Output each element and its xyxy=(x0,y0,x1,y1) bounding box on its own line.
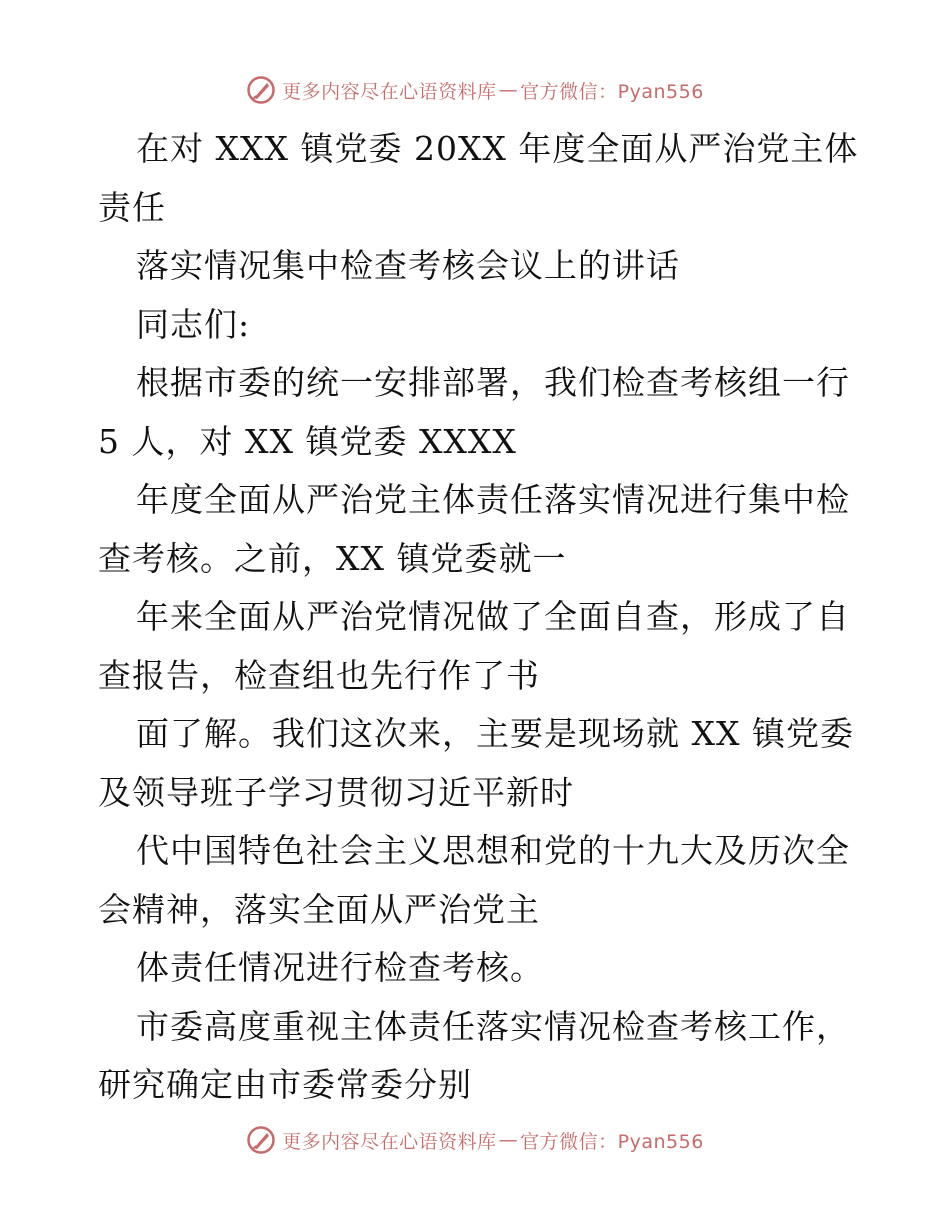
paragraph-line: 根据市委的统一安排部署，我们检查考核组一行 xyxy=(136,363,850,402)
watermark-contact: 官方微信：Pyan556 xyxy=(520,1130,704,1153)
paragraph-line: 体责任情况进行检查考核。 xyxy=(136,948,544,987)
watermark-brand: 更多内容尽在心语资料库 xyxy=(282,80,497,103)
paragraph-line: 市委高度重视主体责任落实情况检查考核工作， xyxy=(136,1006,850,1046)
title-line: 在对 XXX 镇党委 20XX 年度全面从严治党主体 xyxy=(136,129,859,168)
paragraph-line: 年来全面从严治党情况做了全面自查，形成了自 xyxy=(136,597,850,636)
paragraph-line: 研究确定由市委常委分别 xyxy=(98,1065,472,1104)
watermark-separator: — xyxy=(498,79,519,101)
title-line: 责任 xyxy=(98,187,166,227)
watermark-brand: 更多内容尽在心语资料库 xyxy=(282,1130,497,1153)
paragraph-line: 代中国特色社会主义思想和党的十九大及历次全 xyxy=(136,831,850,870)
footer-watermark xyxy=(0,1122,950,1158)
watermark-separator: — xyxy=(498,1129,519,1151)
paragraph-line: 年度全面从严治党主体责任落实情况进行集中检 xyxy=(136,480,850,519)
quill-logo-icon xyxy=(246,75,276,105)
paragraph-line: 查考核。之前，XX 镇党委就一 xyxy=(98,538,567,578)
paragraph-line: 及领导班子学习贯彻习近平新时 xyxy=(98,772,574,812)
paragraph-line: 面了解。我们这次来，主要是现场就 XX 镇党委 xyxy=(136,714,854,753)
paragraph-line: 会精神，落实全面从严治党主 xyxy=(98,889,540,929)
paragraph-line: 5 人，对 XX 镇党委 XXXX xyxy=(98,421,517,461)
title-line: 落实情况集中检查考核会议上的讲话 xyxy=(136,246,680,285)
document-body xyxy=(98,120,858,1115)
header-watermark xyxy=(0,72,950,108)
paragraph-line: 查报告，检查组也先行作了书 xyxy=(98,655,540,695)
salutation: 同志们: xyxy=(136,304,251,344)
watermark-contact: 官方微信：Pyan556 xyxy=(520,80,704,103)
quill-logo-icon xyxy=(246,1125,276,1155)
